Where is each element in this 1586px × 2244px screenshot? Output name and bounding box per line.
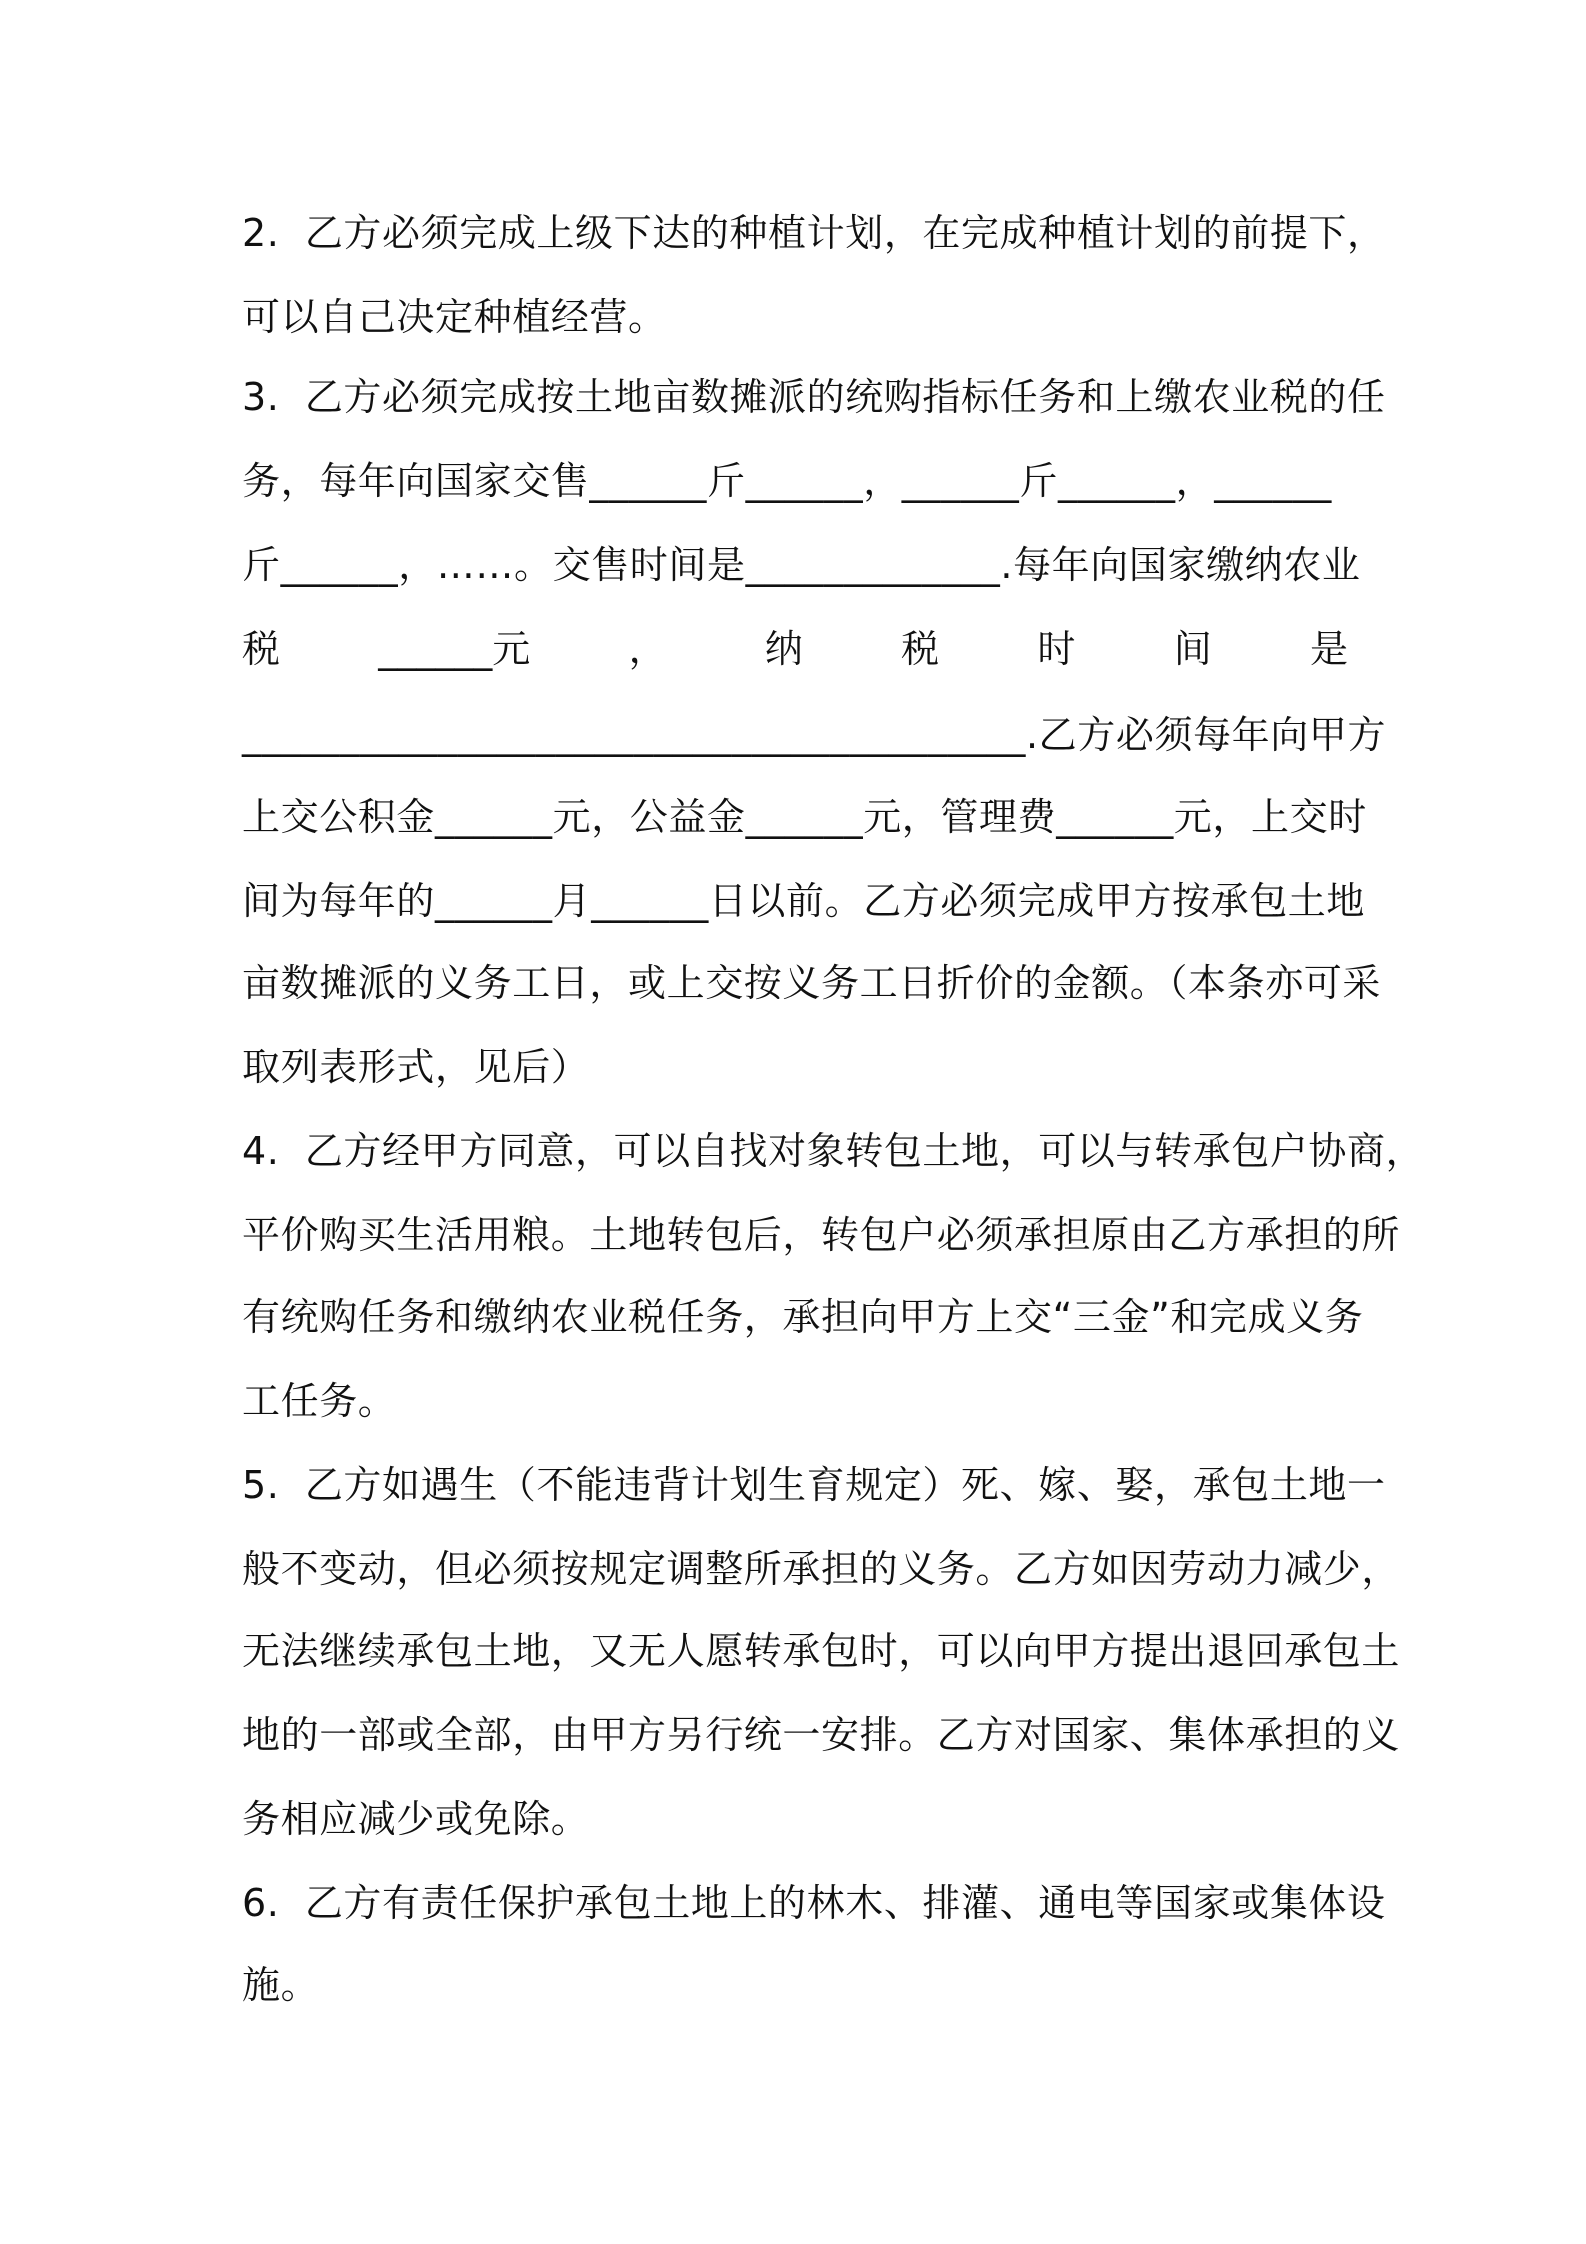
text-line-17: 般不变动，但必须按规定调整所承担的义务。乙方如因劳动力减少， — [242, 1547, 1401, 1591]
tax-line-part: 税 — [901, 627, 940, 671]
text-line-19: 地的一部或全部，由甲方另行统一安排。乙方对国家、集体承担的义 — [242, 1713, 1401, 1757]
text-line-12: 4. 乙方经甲方同意，可以自找对象转包土地，可以与转承包户协商， — [242, 1129, 1425, 1173]
tax-line-part: 纳 — [764, 627, 803, 671]
text-line-4: 务，每年向国家交售______斤______，______斤______，______ — [242, 459, 1332, 503]
text-line-20: 务相应减少或免除。 — [242, 1797, 590, 1841]
text-line-1: 2. 乙方必须完成上级下达的种植计划，在完成种植计划的前提下， — [242, 211, 1386, 255]
tax-time-line — [242, 624, 1348, 674]
text-line-9: 间为每年的______月______日以前。乙方必须完成甲方按承包土地 — [242, 879, 1366, 923]
text-line-22: 施。 — [242, 1963, 320, 2007]
text-line-3: 3. 乙方必须完成按土地亩数摊派的统购指标任务和上缴农业税的任 — [242, 375, 1386, 419]
text-line-13: 平价购买生活用粮。土地转包后，转包户必须承担原由乙方承担的所 — [242, 1213, 1401, 1257]
text-line-14: 有统购任务和缴纳农业税任务，承担向甲方上交“三金”和完成义务 — [242, 1295, 1364, 1339]
tax-line-part: 时 — [1037, 627, 1076, 671]
text-line-11: 取列表形式，见后） — [242, 1045, 590, 1089]
tax-line-part: 间 — [1173, 627, 1212, 671]
tax-line-part: 税 — [242, 627, 281, 671]
text-line-7: ________________________________________.乙方必须每年向甲方 — [242, 713, 1387, 757]
text-line-2: 可以自己决定种植经营。 — [242, 295, 667, 339]
tax-line-part: ， — [628, 627, 667, 671]
tax-line-part: ______元 — [378, 627, 531, 671]
text-line-18: 无法继续承包土地，又无人愿转承包时，可以向甲方提出退回承包土 — [242, 1629, 1401, 1673]
text-line-8: 上交公积金______元，公益金______元，管理费______元，上交时 — [242, 795, 1367, 839]
text-line-15: 工任务。 — [242, 1379, 397, 1423]
text-line-5: 斤______，……。交售时间是_____________.每年向国家缴纳农业 — [242, 543, 1361, 587]
text-line-10: 亩数摊派的义务工日，或上交按义务工日折价的金额。（本条亦可采 — [242, 961, 1382, 1005]
text-line-16: 5. 乙方如遇生（不能违背计划生育规定）死、嫁、娶，承包土地一 — [242, 1463, 1386, 1507]
text-line-21: 6. 乙方有责任保护承包土地上的林木、排灌、通电等国家或集体设 — [242, 1881, 1386, 1925]
tax-line-part: 是 — [1309, 627, 1348, 671]
